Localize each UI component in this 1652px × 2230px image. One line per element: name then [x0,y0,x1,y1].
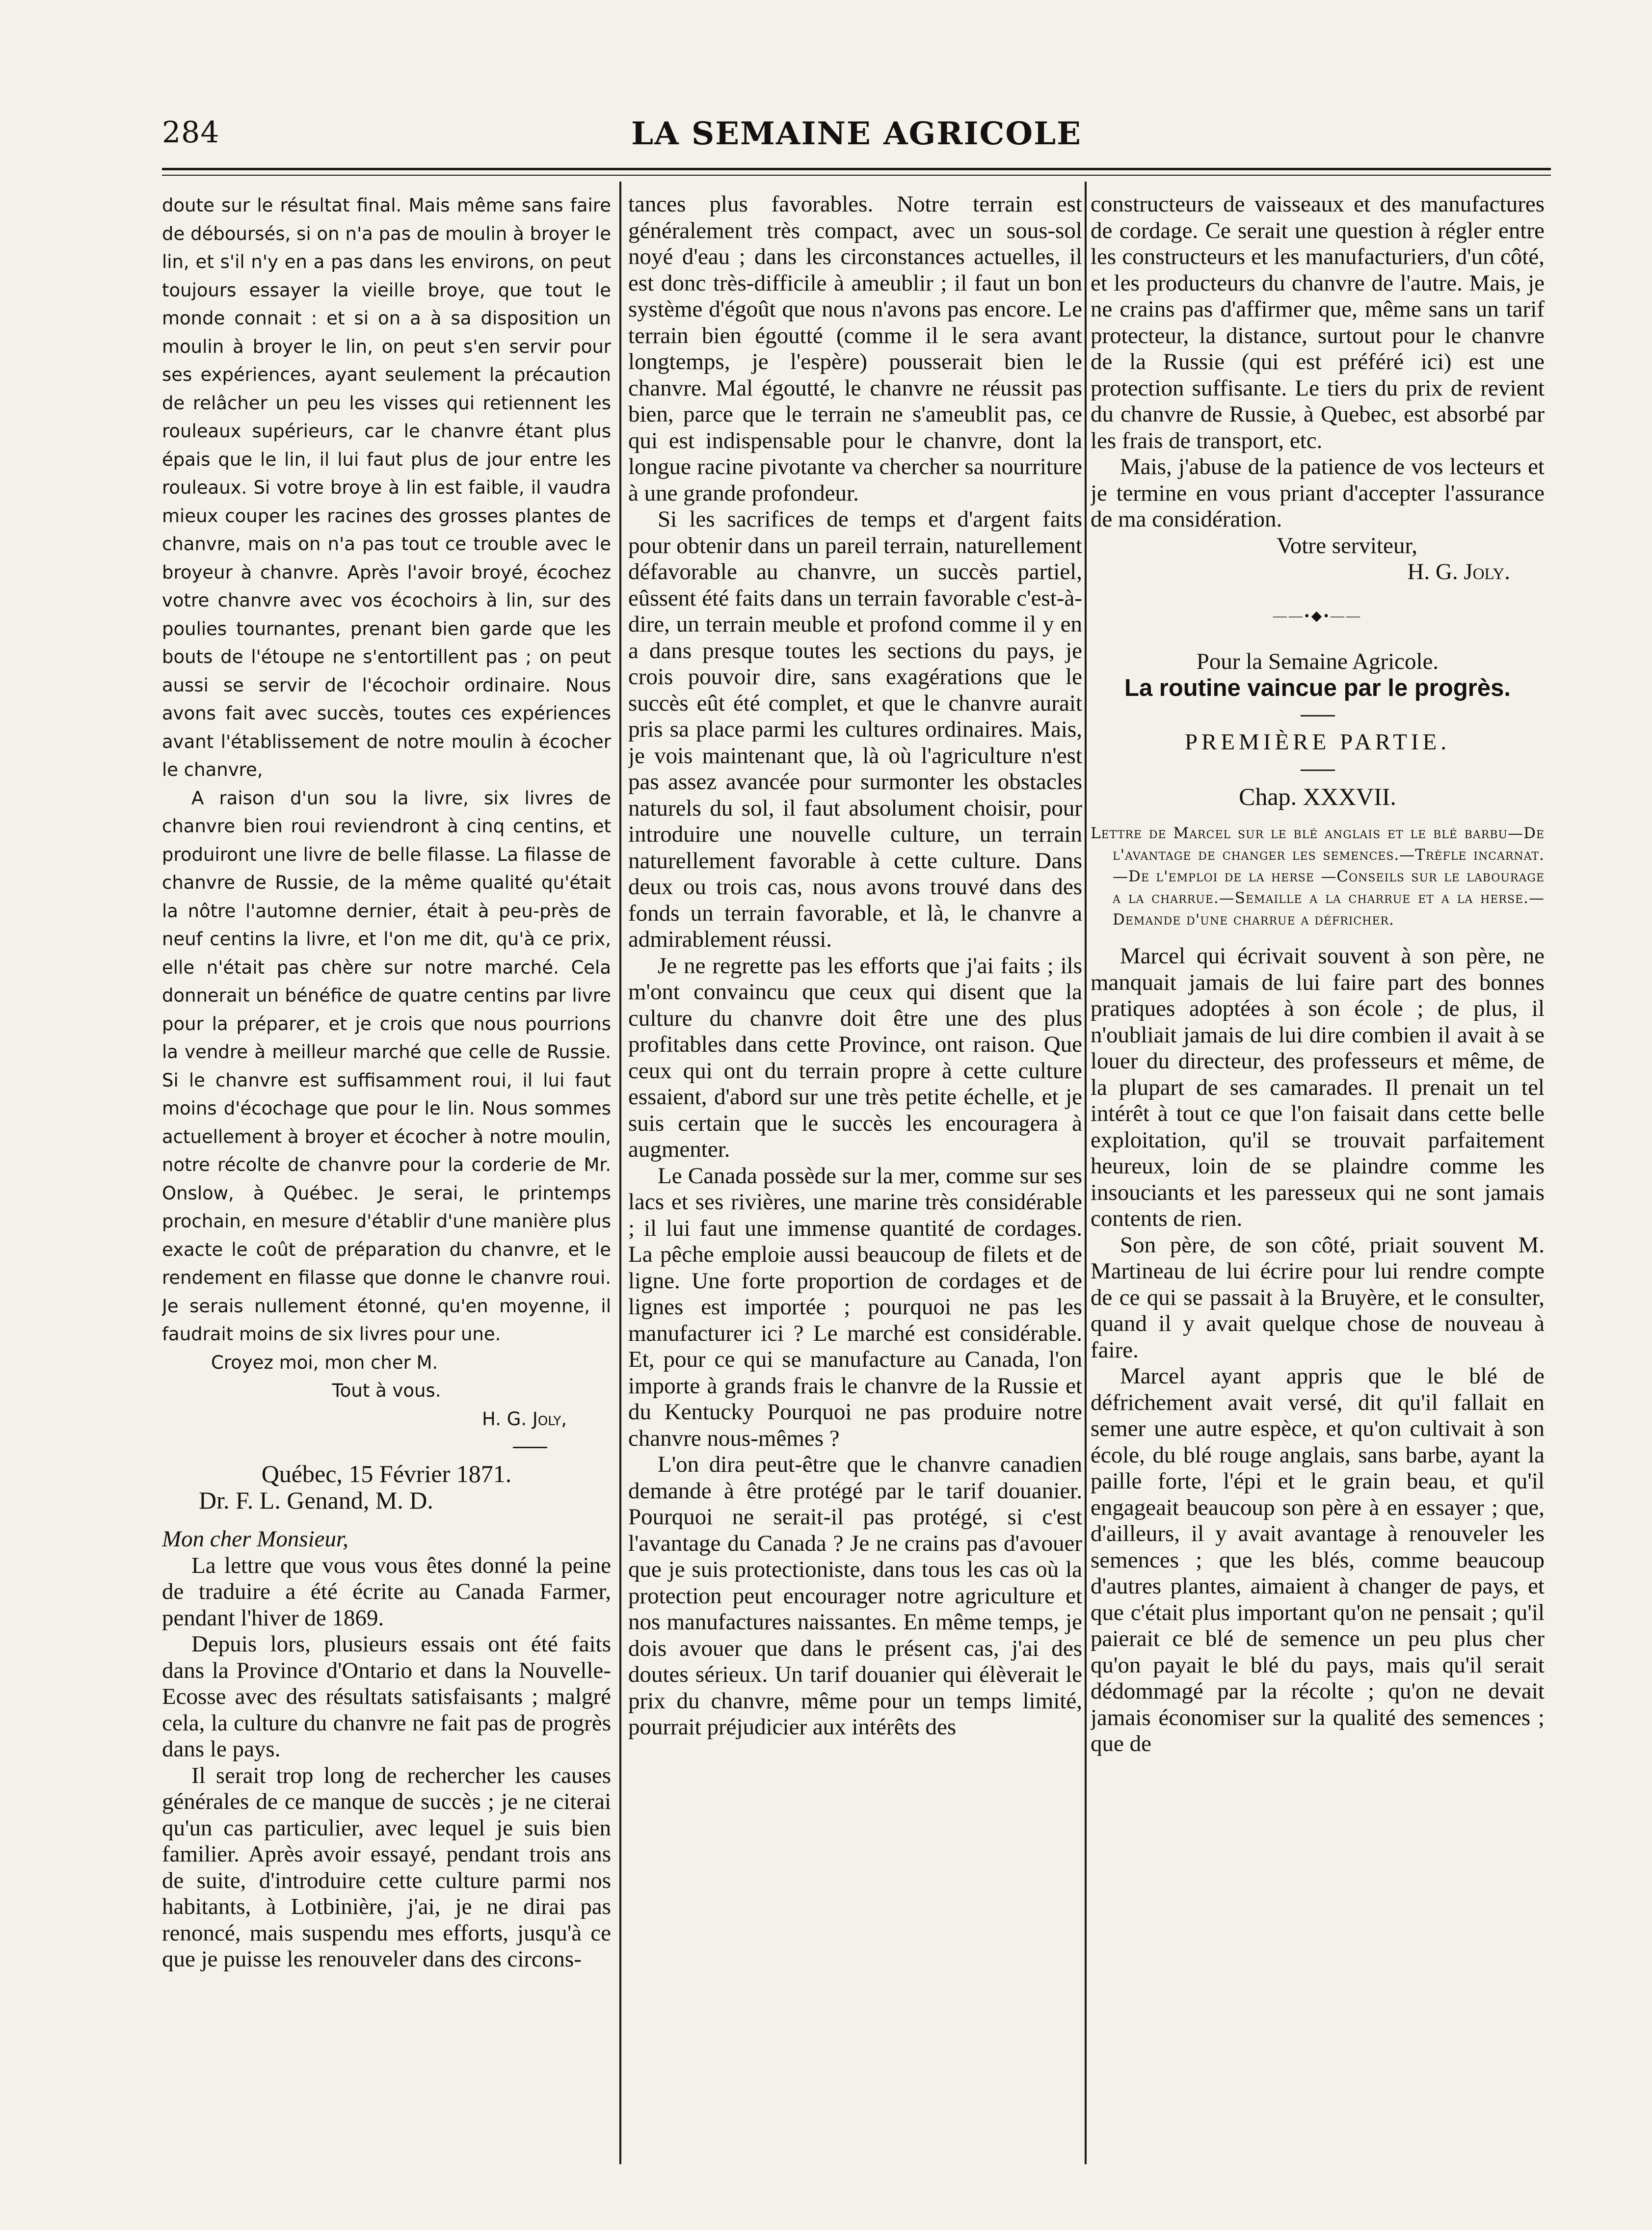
separator-dash [1301,770,1335,771]
page-header [162,115,1551,159]
col3-paragraph: Marcel ayant appris que le blé de défrichement avait versé, dit qu'il fallait en semer une autre espèce, et qu'on cultivait à son école, du blé rouge anglais, sans barbe, ayant la paille forte, l'épi et le grain beau, et qu'il engageait beaucoup son père à en essayer ; que, d'ailleurs, il y avait avantage à renouveler les semences ; que les blés, comme beaucoup d'autres plantes, aimaient à changer de pays, et que c'était plus important qu'on ne pensait ; qu'il paierait ce blé de semence un peu plus cher qu'on payait le blé du pays, mais qu'il serait dédommagé par la récolte ; qu'on ne devait jamais économiser sur la qualité des semences ; que de [1091,1363,1545,1756]
column-1 [162,191,611,2164]
closing-line: Votre serviteur, [1276,532,1417,558]
header-rule-thin [162,175,1551,176]
separator-dash [513,1447,547,1448]
ornamental-divider: ——•◆•—— [1273,608,1362,624]
col3-paragraph: Son père, de son côté, priait souvent M. Martineau de lui écrire pour lui rendre compte de ce qui se passait à la Bruyère, et le consulter, quand il y avait quelque chose de nouveau à faire. [1091,1232,1545,1363]
closing-line: Croyez moi, mon cher M. [211,1352,438,1373]
journal-title: LA SEMAINE AGRICOLE [631,115,1082,152]
col1-paragraph: Depuis lors, plusieurs essais ont été faits dans la Province d'Ontario et dans la Nouvelle-Ecosse avec des résultats satisfaisants ; malgré cela, la culture du chanvre ne fait pas de progrès dans le pays. [162,1631,611,1762]
col1-paragraph: doute sur le résultat final. Mais même sans faire de déboursés, si on n'a pas de moulin à broyer le lin, et s'il n'y en a pas dans les environs, on peut toujours essayer la vieille broye, que tout le monde connait : et si on a à sa disposition un moulin à broyer le lin, on peut s'en servir pour ses expériences, ayant seulement la précaution de relâcher un peu les visses qui retiennent les rouleaux supérieurs, car le chanvre étant plus épais que le lin, il lui faut plus de jour entre les rouleaux. Si votre broye à lin est faible, il vaudra mieux couper les racines des grosses plantes de chanvre, mais on n'a pas tout ce trouble avec le broyeur à chanvre. Après l'avoir broyé, écochez votre chanvre avec vos écochoirs à lin, sur des poulies tournantes, prenant bien garde que les bouts de l'étoupe ne s'entortillent pas ; on peut aussi se servir de l'écochoir ordinaire. Nous avons fait avec succès, toutes ces expériences avant l'établissement de notre moulin à écocher le chanvre, [162,195,611,780]
salutation: Mon cher Monsieur, [162,1526,348,1552]
col2-paragraph: tances plus favorables. Notre terrain est généralement très compact, avec un sous-sol noyé d'eau ; dans les circonstances actuelles, il est donc très-difficile à ameublir ; il faut un bon système d'égoût que nous n'avons pas encore. Le terrain bien égoutté (comme il le sera avant longtemps, je l'espère) pousserait bien le chanvre. Mal égoutté, le chanvre ne réussit pas bien, parce que le terrain ne s'ameublit pas, ce qui est indispensable pour le chanvre, dont la longue racine pivotante va chercher sa nourriture à une grande profondeur. [628,191,1082,506]
column-divider-2 [1085,182,1087,2164]
col2-paragraph: L'on dira peut-être que le chanvre canadien demande à être protégé par le tarif douanier. Pourquoi ne serait-il pas protégé, si c'est l'avantage du Canada ? Je ne crains pas d'avouer que je suis protectioniste, dans tous les cas où la protection peut encourager notre agriculture et nos manufactures naissantes. En même temps, je dois avouer que dans le présent cas, j'ai des doutes sérieux. Un tarif douanier qui élèverait le prix du chanvre, même pour un temps limité, pourrait préjudicier aux intérêts des [628,1452,1082,1740]
article-attribution: Pour la Semaine Agricole. [1196,649,1439,674]
dateline: Québec, 15 Février 1871. [261,1460,512,1487]
closing-line: Tout à vous. [332,1380,441,1401]
column-3 [1091,191,1545,2164]
col2-paragraph: Le Canada possède sur la mer, comme sur ses lacs et ses rivières, une marine très considérable ; il lui faut une immense quantité de cordages. La pêche emploie aussi beaucoup de filets et de ligne. Une forte proportion de cordages et de lignes est importée ; pourquoi ne pas les manufacturer ici ? Le marché est considérable. Et, pour ce qui se manufacture au Canada, l'on importe à grands frais le chanvre de la Russie et du Kentucky Pourquoi ne pas produire notre chanvre nous-mêmes ? [628,1163,1082,1451]
article-title: La routine vaincue par le progrès. [1124,674,1511,701]
recipient: Dr. F. L. Genand, M. D. [199,1486,433,1514]
column-2 [628,191,1082,2164]
col2-paragraph: Si les sacrifices de temps et d'argent faits pour obtenir dans un pareil terrain, naturellement défavorable au chanvre, un succès partiel, eûssent été faits dans un terrain favorable c'est-à-dire, un terrain meuble et profond comme il y en a dans presque toutes les sections du pays, je crois pouvoir dire, sans exagérations que le succès eût été complet, et que le chanvre aurait pris sa place parmi les cultures ordinaires. Mais, je vois maintenant que, là où l'agriculture n'est pas assez avancée pour surmonter les obstacles naturels du sol, il faut absolument choisir, pour introduire une nouvelle culture, un terrain naturellement favorable à cette culture. Dans deux ou trois cas, nous avons trouvé dans des fonds un terrain favorable, et là, le chanvre a admirablement réussi. [628,506,1082,952]
col1-paragraph: Il serait trop long de rechercher les causes générales de ce manque de succès ; je ne citerai qu'un cas particulier, avec lequel je suis bien familier. Après avoir essayé, pendant trois ans de suite, d'introduire cette culture parmi nos habitants, à Lotbinière, j'ai, je ne dirai pas renoncé, mais suspendu mes efforts, jusqu'à ce que je puisse les renouveler dans des circons- [162,1762,611,1972]
separator-dash [1301,715,1335,717]
col3-paragraph: constructeurs de vaisseaux et des manufactures de cordage. Ce serait une question à régler entre les constructeurs et les manufacturiers, d'un côté, et les producteurs du chanvre de l'autre. Mais, je ne crains pas d'affirmer que, même sans un tarif protecteur, la distance, surtout pour le chanvre de la Russie (qui est préféré ici) est une protection suffisante. Le tiers du prix de revient du chanvre de Russie, à Quebec, est absorbé par les frais de transport, etc. [1091,191,1545,453]
col3-paragraph: Mais, j'abuse de la patience de vos lecteurs et je termine en vous priant d'accepter l'assurance de ma considération. [1091,454,1545,532]
column-divider-1 [619,182,621,2164]
signature: H. G. Joly, [482,1408,567,1430]
col1-paragraph: La lettre que vous vous êtes donné la peine de traduire a été écrite au Canada Farmer, pendant l'hiver de 1869. [162,1552,611,1631]
part-heading: PREMIÈRE PARTIE. [1184,729,1451,755]
header-rule-thick [162,168,1551,170]
col2-paragraph: Je ne regrette pas les efforts que j'ai faits ; ils m'ont convaincu que ceux qui disent que la culture du chanvre doit être une des plus profitables dans cette Province, ont raison. Que ceux qui ont du terrain propre à cette culture essaient, d'abord sur une très petite échelle, et je suis certain que le succès les encouragera à augmenter. [628,953,1082,1162]
chapter-heading: Chap. XXXVII. [1239,782,1396,810]
signature: H. G. Joly. [1407,559,1510,584]
page-number: 284 [162,115,220,150]
col3-paragraph: Marcel qui écrivait souvent à son père, ne manquait jamais de lui faire part des bonnes pratiques adoptées à son école ; de plus, il n'oubliait jamais de lui dire combien il avait à se louer du directeur, des professeurs et même, de la plupart de ses camarades. Il prenait un tel intérêt à tout ce que l'on faisait dans cette belle exploitation, qu'il se trouvait parfaitement heureux, loin de se plaindre comme les insouciants et les paresseux qui ne sont jamais contents de rien. [1091,943,1545,1231]
col1-paragraph: A raison d'un sou la livre, six livres de chanvre bien roui reviendront à cinq centins, et produiront une livre de belle filasse. La filasse de chanvre de Russie, de la même qualité qu'était la nôtre l'automne dernier, était à peu-près de neuf centins la livre, et l'on me dit, qu'à ce prix, elle n'était pas chère sur notre marché. Cela donnerait un bénéfice de quatre centins par livre pour la préparer, et je crois que nous pourrions la vendre à meilleur marché que celle de Russie. Si le chanvre est suffisamment roui, il lui faut moins d'écochage que pour le lin. Nous sommes actuellement à broyer et écocher à notre moulin, notre récolte de chanvre pour la corderie de Mr. Onslow, à Québec. Je serai, le printemps prochain, en mesure d'établir d'une manière plus exacte le coût de préparation du chanvre, et le rendement en filasse que donne le chanvre roui. Je serais nullement étonné, qu'en moyenne, il faudrait moins de six livres pour une. [162,787,611,1345]
chapter-summary: Lettre de Marcel sur le blé anglais et le blé barbu—De l'avantage de changer les semences.—Trèfle incarnat.—De l'emploi de la herse —Conseils sur le labourage a la charrue.—Semaille a la charrue et a la herse.—Demande d'une charrue a défricher. [1091,824,1545,929]
